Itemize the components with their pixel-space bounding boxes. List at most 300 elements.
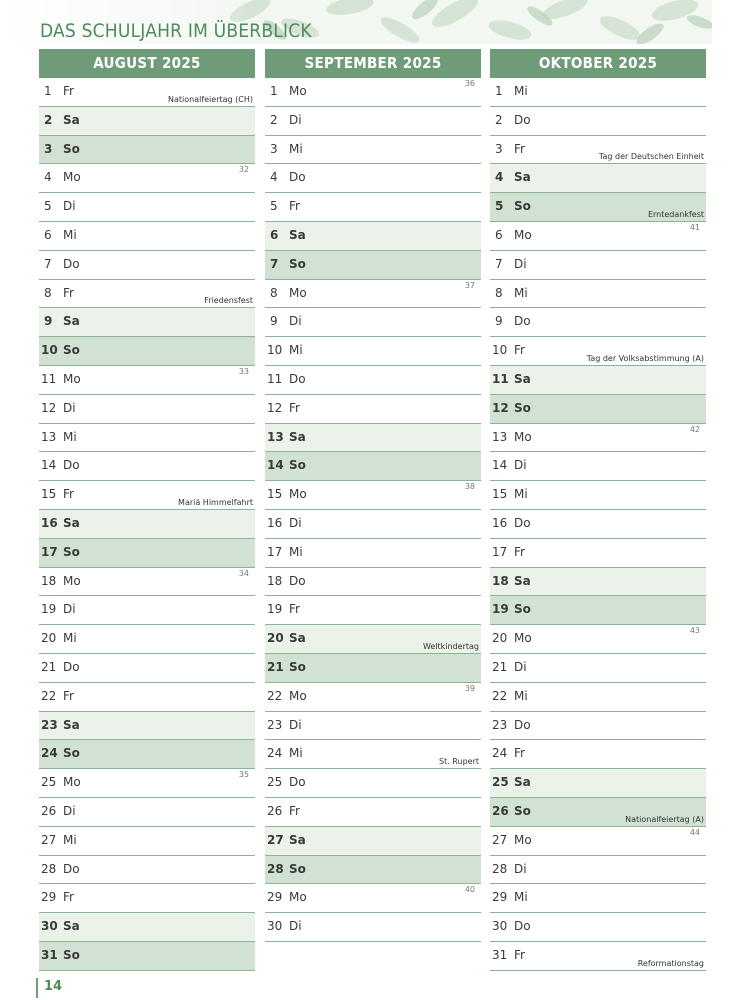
day-row bbox=[39, 884, 255, 913]
day-number: 23 bbox=[267, 717, 283, 732]
day-row bbox=[39, 366, 255, 395]
day-row bbox=[39, 78, 255, 107]
day-number: 16 bbox=[41, 515, 58, 530]
day-number: 10 bbox=[267, 343, 283, 358]
weekday-abbr: Di bbox=[514, 659, 527, 674]
day-row bbox=[39, 683, 255, 712]
holiday-label: Nationalfeiertag (A) bbox=[625, 814, 704, 824]
weekday-abbr: Do bbox=[63, 256, 80, 271]
day-number: 21 bbox=[41, 659, 57, 674]
day-number: 3 bbox=[44, 141, 53, 156]
day-row bbox=[490, 740, 706, 769]
day-number: 20 bbox=[492, 631, 508, 646]
day-row bbox=[39, 712, 255, 741]
day-number: 15 bbox=[267, 487, 283, 502]
week-number: 40 bbox=[464, 885, 475, 895]
weekday-abbr: Sa bbox=[514, 170, 531, 185]
day-number: 28 bbox=[41, 861, 57, 876]
day-number: 30 bbox=[41, 919, 58, 934]
day-list bbox=[265, 78, 481, 942]
day-number: 9 bbox=[495, 314, 503, 329]
day-number: 27 bbox=[267, 832, 284, 847]
day-number: 23 bbox=[492, 717, 508, 732]
day-row bbox=[39, 164, 255, 193]
day-number: 3 bbox=[495, 141, 503, 156]
day-row bbox=[265, 568, 481, 597]
day-row bbox=[265, 222, 481, 251]
day-number: 24 bbox=[41, 746, 58, 761]
weekday-abbr: Mo bbox=[289, 688, 307, 703]
day-row bbox=[265, 712, 481, 741]
day-number: 1 bbox=[44, 84, 52, 98]
weekday-abbr: Di bbox=[63, 199, 76, 214]
day-row bbox=[265, 827, 481, 856]
day-row bbox=[265, 510, 481, 539]
holiday-label: Reformationstag bbox=[637, 958, 704, 968]
weekday-abbr: Do bbox=[63, 861, 80, 876]
day-number: 12 bbox=[267, 400, 283, 415]
day-number: 17 bbox=[41, 544, 58, 559]
day-row bbox=[265, 251, 481, 280]
weekday-abbr: Fr bbox=[514, 343, 525, 358]
weekday-abbr: Do bbox=[289, 371, 306, 386]
day-number: 12 bbox=[41, 400, 57, 415]
weekday-abbr: Do bbox=[514, 515, 531, 530]
day-number: 25 bbox=[41, 775, 57, 790]
day-row bbox=[265, 884, 481, 913]
day-number: 13 bbox=[267, 429, 284, 444]
weekday-abbr: So bbox=[514, 602, 531, 617]
day-row bbox=[265, 596, 481, 625]
day-row bbox=[265, 280, 481, 309]
week-number: 32 bbox=[238, 165, 249, 175]
day-row bbox=[490, 366, 706, 395]
day-row bbox=[39, 222, 255, 251]
weekday-abbr: Do bbox=[63, 659, 80, 674]
week-number: 36 bbox=[464, 79, 475, 88]
day-number: 24 bbox=[492, 746, 508, 761]
day-row bbox=[265, 654, 481, 683]
weekday-abbr: Fr bbox=[514, 544, 525, 559]
day-row bbox=[490, 136, 706, 165]
day-row bbox=[490, 625, 706, 654]
day-number: 1 bbox=[270, 84, 278, 98]
weekday-abbr: Mi bbox=[514, 890, 528, 905]
day-list bbox=[490, 78, 706, 971]
day-number: 5 bbox=[270, 199, 278, 214]
weekday-abbr: Sa bbox=[289, 631, 306, 646]
weekday-abbr: Do bbox=[289, 170, 306, 185]
weekday-abbr: So bbox=[289, 458, 306, 473]
day-number: 8 bbox=[44, 285, 52, 300]
day-row bbox=[39, 942, 255, 971]
week-number: 43 bbox=[689, 626, 700, 636]
day-number: 6 bbox=[270, 227, 279, 242]
day-number: 9 bbox=[270, 314, 278, 329]
weekday-abbr: Mi bbox=[289, 141, 303, 156]
weekday-abbr: Mi bbox=[514, 688, 528, 703]
day-number: 12 bbox=[492, 400, 509, 415]
day-number: 14 bbox=[492, 458, 508, 473]
day-number: 5 bbox=[44, 199, 52, 214]
day-row bbox=[39, 539, 255, 568]
weekday-abbr: Sa bbox=[514, 371, 531, 386]
day-number: 15 bbox=[41, 487, 57, 502]
day-number: 15 bbox=[492, 487, 508, 502]
week-number: 41 bbox=[689, 222, 700, 232]
day-list bbox=[39, 78, 255, 971]
day-row bbox=[39, 740, 255, 769]
holiday-label: Nationalfeiertag (CH) bbox=[167, 94, 253, 104]
month-header: OKTOBER 2025 bbox=[490, 49, 706, 78]
day-row bbox=[39, 395, 255, 424]
page-number-marker bbox=[36, 978, 38, 998]
weekday-abbr: Fr bbox=[63, 285, 74, 300]
day-number: 4 bbox=[270, 170, 278, 185]
weekday-abbr: Mo bbox=[514, 832, 532, 847]
month-column-october bbox=[490, 49, 706, 971]
weekday-abbr: So bbox=[63, 746, 80, 761]
day-row bbox=[39, 856, 255, 885]
weekday-abbr: Di bbox=[289, 112, 302, 127]
weekday-abbr: Mo bbox=[289, 285, 307, 300]
weekday-abbr: So bbox=[289, 256, 306, 271]
weekday-abbr: Do bbox=[514, 314, 531, 329]
weekday-abbr: Sa bbox=[514, 775, 531, 790]
day-row bbox=[39, 913, 255, 942]
weekday-abbr: Mo bbox=[63, 170, 81, 185]
day-row bbox=[265, 395, 481, 424]
weekday-abbr: So bbox=[63, 947, 80, 962]
day-number: 13 bbox=[492, 429, 508, 444]
day-row bbox=[490, 78, 706, 107]
day-row bbox=[490, 222, 706, 251]
day-number: 28 bbox=[492, 861, 508, 876]
day-number: 9 bbox=[44, 314, 53, 329]
day-row bbox=[265, 683, 481, 712]
week-number: 38 bbox=[464, 482, 475, 492]
week-number: 35 bbox=[238, 770, 249, 780]
weekday-abbr: Fr bbox=[289, 199, 300, 214]
day-row bbox=[490, 596, 706, 625]
day-number: 11 bbox=[267, 371, 283, 386]
holiday-label: Tag der Deutschen Einheit bbox=[598, 152, 704, 162]
day-row bbox=[265, 769, 481, 798]
day-number: 1 bbox=[495, 84, 503, 98]
day-row bbox=[39, 424, 255, 453]
day-row bbox=[490, 568, 706, 597]
day-row bbox=[490, 913, 706, 942]
day-number: 2 bbox=[270, 112, 278, 127]
day-row bbox=[39, 452, 255, 481]
day-row bbox=[265, 107, 481, 136]
day-number: 10 bbox=[492, 343, 508, 358]
day-number: 11 bbox=[41, 371, 57, 386]
day-number: 7 bbox=[270, 256, 279, 271]
weekday-abbr: Fr bbox=[514, 746, 525, 761]
weekday-abbr: Di bbox=[514, 861, 527, 876]
weekday-abbr: Mi bbox=[63, 631, 77, 646]
day-row bbox=[490, 337, 706, 366]
day-row bbox=[490, 654, 706, 683]
page-title: DAS SCHULJAHR IM ÜBERBLICK bbox=[40, 20, 312, 42]
weekday-abbr: Fr bbox=[289, 602, 300, 617]
day-row bbox=[490, 251, 706, 280]
weekday-abbr: Fr bbox=[289, 400, 300, 415]
day-row bbox=[490, 769, 706, 798]
weekday-abbr: Fr bbox=[63, 84, 74, 98]
weekday-abbr: Mi bbox=[289, 544, 303, 559]
day-number: 4 bbox=[495, 170, 504, 185]
weekday-abbr: Mo bbox=[289, 890, 307, 905]
month-column-august bbox=[39, 49, 255, 971]
day-row bbox=[39, 769, 255, 798]
day-number: 20 bbox=[41, 631, 57, 646]
day-row bbox=[265, 625, 481, 654]
weekday-abbr: Do bbox=[514, 717, 531, 732]
day-number: 24 bbox=[267, 746, 283, 761]
day-row bbox=[265, 539, 481, 568]
weekday-abbr: Sa bbox=[289, 227, 306, 242]
weekday-abbr: Mi bbox=[63, 227, 77, 242]
weekday-abbr: Sa bbox=[514, 573, 531, 588]
holiday-label: St. Rupert bbox=[439, 757, 479, 767]
day-row bbox=[490, 308, 706, 337]
day-row bbox=[265, 452, 481, 481]
weekday-abbr: Mo bbox=[514, 631, 532, 646]
weekday-abbr: Mi bbox=[514, 84, 528, 98]
weekday-abbr: Fr bbox=[63, 487, 74, 502]
weekday-abbr: So bbox=[289, 659, 306, 674]
day-number: 27 bbox=[41, 832, 57, 847]
weekday-abbr: Mo bbox=[289, 84, 307, 98]
day-number: 20 bbox=[267, 631, 284, 646]
day-number: 28 bbox=[267, 861, 284, 876]
day-number: 7 bbox=[495, 256, 503, 271]
day-number: 2 bbox=[44, 112, 53, 127]
day-row bbox=[39, 337, 255, 366]
day-row bbox=[265, 424, 481, 453]
weekday-abbr: Sa bbox=[63, 717, 80, 732]
day-row bbox=[265, 740, 481, 769]
weekday-abbr: Mo bbox=[63, 573, 81, 588]
weekday-abbr: Di bbox=[289, 717, 302, 732]
day-row bbox=[490, 827, 706, 856]
day-number: 13 bbox=[41, 429, 57, 444]
weekday-abbr: Mi bbox=[289, 746, 303, 761]
holiday-label: Tag der Volksabstimmung (A) bbox=[586, 353, 704, 363]
weekday-abbr: Di bbox=[289, 314, 302, 329]
weekday-abbr: Fr bbox=[514, 141, 525, 156]
weekday-abbr: Di bbox=[289, 919, 302, 934]
day-row bbox=[490, 798, 706, 827]
weekday-abbr: Mo bbox=[514, 227, 532, 242]
day-row bbox=[490, 856, 706, 885]
weekday-abbr: Fr bbox=[514, 947, 525, 962]
day-number: 19 bbox=[267, 602, 283, 617]
day-number: 30 bbox=[492, 919, 508, 934]
day-row bbox=[39, 596, 255, 625]
day-row bbox=[265, 193, 481, 222]
weekday-abbr: Fr bbox=[63, 688, 74, 703]
weekday-abbr: Do bbox=[514, 112, 531, 127]
weekday-abbr: Do bbox=[289, 573, 306, 588]
day-row bbox=[39, 251, 255, 280]
day-row bbox=[39, 625, 255, 654]
day-row bbox=[490, 424, 706, 453]
holiday-label: Friedensfest bbox=[204, 296, 253, 306]
week-number: 37 bbox=[464, 280, 475, 290]
day-number: 6 bbox=[44, 227, 52, 242]
day-row bbox=[490, 395, 706, 424]
weekday-abbr: Do bbox=[63, 458, 80, 473]
day-number: 23 bbox=[41, 717, 58, 732]
day-row bbox=[490, 683, 706, 712]
day-row bbox=[265, 798, 481, 827]
day-row bbox=[490, 712, 706, 741]
day-number: 25 bbox=[492, 775, 509, 790]
day-row bbox=[39, 193, 255, 222]
week-number: 34 bbox=[238, 568, 249, 578]
weekday-abbr: So bbox=[63, 343, 80, 358]
weekday-abbr: Mo bbox=[63, 775, 81, 790]
day-number: 19 bbox=[41, 602, 57, 617]
day-row bbox=[39, 308, 255, 337]
day-row bbox=[265, 308, 481, 337]
day-row bbox=[265, 136, 481, 165]
day-number: 4 bbox=[44, 170, 52, 185]
day-number: 17 bbox=[492, 544, 508, 559]
day-row bbox=[265, 856, 481, 885]
day-number: 26 bbox=[41, 803, 57, 818]
weekday-abbr: Do bbox=[289, 775, 306, 790]
day-row bbox=[490, 452, 706, 481]
weekday-abbr: Sa bbox=[63, 112, 80, 127]
holiday-label: Weltkindertag bbox=[422, 641, 479, 651]
day-row bbox=[265, 366, 481, 395]
day-number: 22 bbox=[41, 688, 57, 703]
weekday-abbr: Mi bbox=[514, 285, 528, 300]
month-header: SEPTEMBER 2025 bbox=[265, 49, 481, 78]
day-row bbox=[490, 164, 706, 193]
day-number: 29 bbox=[41, 890, 57, 905]
day-number: 27 bbox=[492, 832, 508, 847]
weekday-abbr: Mo bbox=[514, 429, 532, 444]
day-row bbox=[490, 884, 706, 913]
day-row bbox=[39, 510, 255, 539]
weekday-abbr: Sa bbox=[63, 314, 80, 329]
day-number: 2 bbox=[495, 112, 503, 127]
day-row bbox=[490, 193, 706, 222]
weekday-abbr: Mi bbox=[289, 343, 303, 358]
week-number: 44 bbox=[689, 827, 700, 837]
day-number: 16 bbox=[492, 515, 508, 530]
day-row bbox=[39, 654, 255, 683]
day-number: 31 bbox=[41, 947, 58, 962]
weekday-abbr: Mo bbox=[289, 487, 307, 502]
day-row bbox=[490, 539, 706, 568]
weekday-abbr: Di bbox=[63, 803, 76, 818]
day-row bbox=[39, 798, 255, 827]
day-row bbox=[265, 913, 481, 942]
day-number: 14 bbox=[267, 458, 284, 473]
day-number: 19 bbox=[492, 602, 509, 617]
day-number: 10 bbox=[41, 343, 58, 358]
holiday-label: Erntedankfest bbox=[647, 209, 704, 219]
holiday-label: Mariä Himmelfahrt bbox=[178, 497, 253, 507]
day-number: 18 bbox=[41, 573, 57, 588]
day-row bbox=[39, 481, 255, 510]
day-row bbox=[265, 481, 481, 510]
weekday-abbr: Sa bbox=[63, 515, 80, 530]
weekday-abbr: Mi bbox=[63, 429, 77, 444]
day-row bbox=[490, 942, 706, 971]
day-number: 7 bbox=[44, 256, 52, 271]
day-number: 5 bbox=[495, 199, 504, 214]
day-row bbox=[265, 164, 481, 193]
weekday-abbr: So bbox=[63, 544, 80, 559]
weekday-abbr: So bbox=[514, 803, 531, 818]
day-row bbox=[265, 337, 481, 366]
day-number: 3 bbox=[270, 141, 278, 156]
weekday-abbr: Di bbox=[289, 515, 302, 530]
day-number: 14 bbox=[41, 458, 57, 473]
month-column-september bbox=[265, 49, 481, 942]
week-number: 42 bbox=[689, 424, 700, 434]
day-number: 29 bbox=[267, 890, 283, 905]
weekday-abbr: Fr bbox=[63, 890, 74, 905]
weekday-abbr: So bbox=[514, 199, 531, 214]
day-number: 8 bbox=[270, 285, 278, 300]
day-row bbox=[490, 107, 706, 136]
day-number: 6 bbox=[495, 227, 503, 242]
weekday-abbr: Mi bbox=[514, 487, 528, 502]
weekday-abbr: Di bbox=[63, 602, 76, 617]
day-number: 16 bbox=[267, 515, 283, 530]
day-number: 26 bbox=[492, 803, 509, 818]
day-row bbox=[490, 510, 706, 539]
day-number: 26 bbox=[267, 803, 283, 818]
month-header: AUGUST 2025 bbox=[39, 49, 255, 78]
day-number: 11 bbox=[492, 371, 509, 386]
weekday-abbr: So bbox=[289, 861, 306, 876]
weekday-abbr: So bbox=[63, 141, 80, 156]
day-row bbox=[39, 107, 255, 136]
weekday-abbr: Sa bbox=[289, 429, 306, 444]
weekday-abbr: Di bbox=[514, 458, 527, 473]
day-number: 17 bbox=[267, 544, 283, 559]
day-row bbox=[39, 568, 255, 597]
day-number: 29 bbox=[492, 890, 508, 905]
weekday-abbr: So bbox=[514, 400, 531, 415]
weekday-abbr: Mi bbox=[63, 832, 77, 847]
day-row bbox=[490, 280, 706, 309]
day-row bbox=[39, 280, 255, 309]
day-number: 22 bbox=[267, 688, 283, 703]
day-row bbox=[490, 481, 706, 510]
week-number: 33 bbox=[238, 366, 249, 376]
day-row bbox=[39, 136, 255, 165]
day-number: 8 bbox=[495, 285, 503, 300]
day-number: 25 bbox=[267, 775, 283, 790]
day-number: 30 bbox=[267, 919, 283, 934]
page-number: 14 bbox=[44, 979, 63, 994]
weekday-abbr: Di bbox=[63, 400, 76, 415]
weekday-abbr: Fr bbox=[289, 803, 300, 818]
day-row bbox=[265, 78, 481, 107]
weekday-abbr: Do bbox=[514, 919, 531, 934]
weekday-abbr: Di bbox=[514, 256, 527, 271]
